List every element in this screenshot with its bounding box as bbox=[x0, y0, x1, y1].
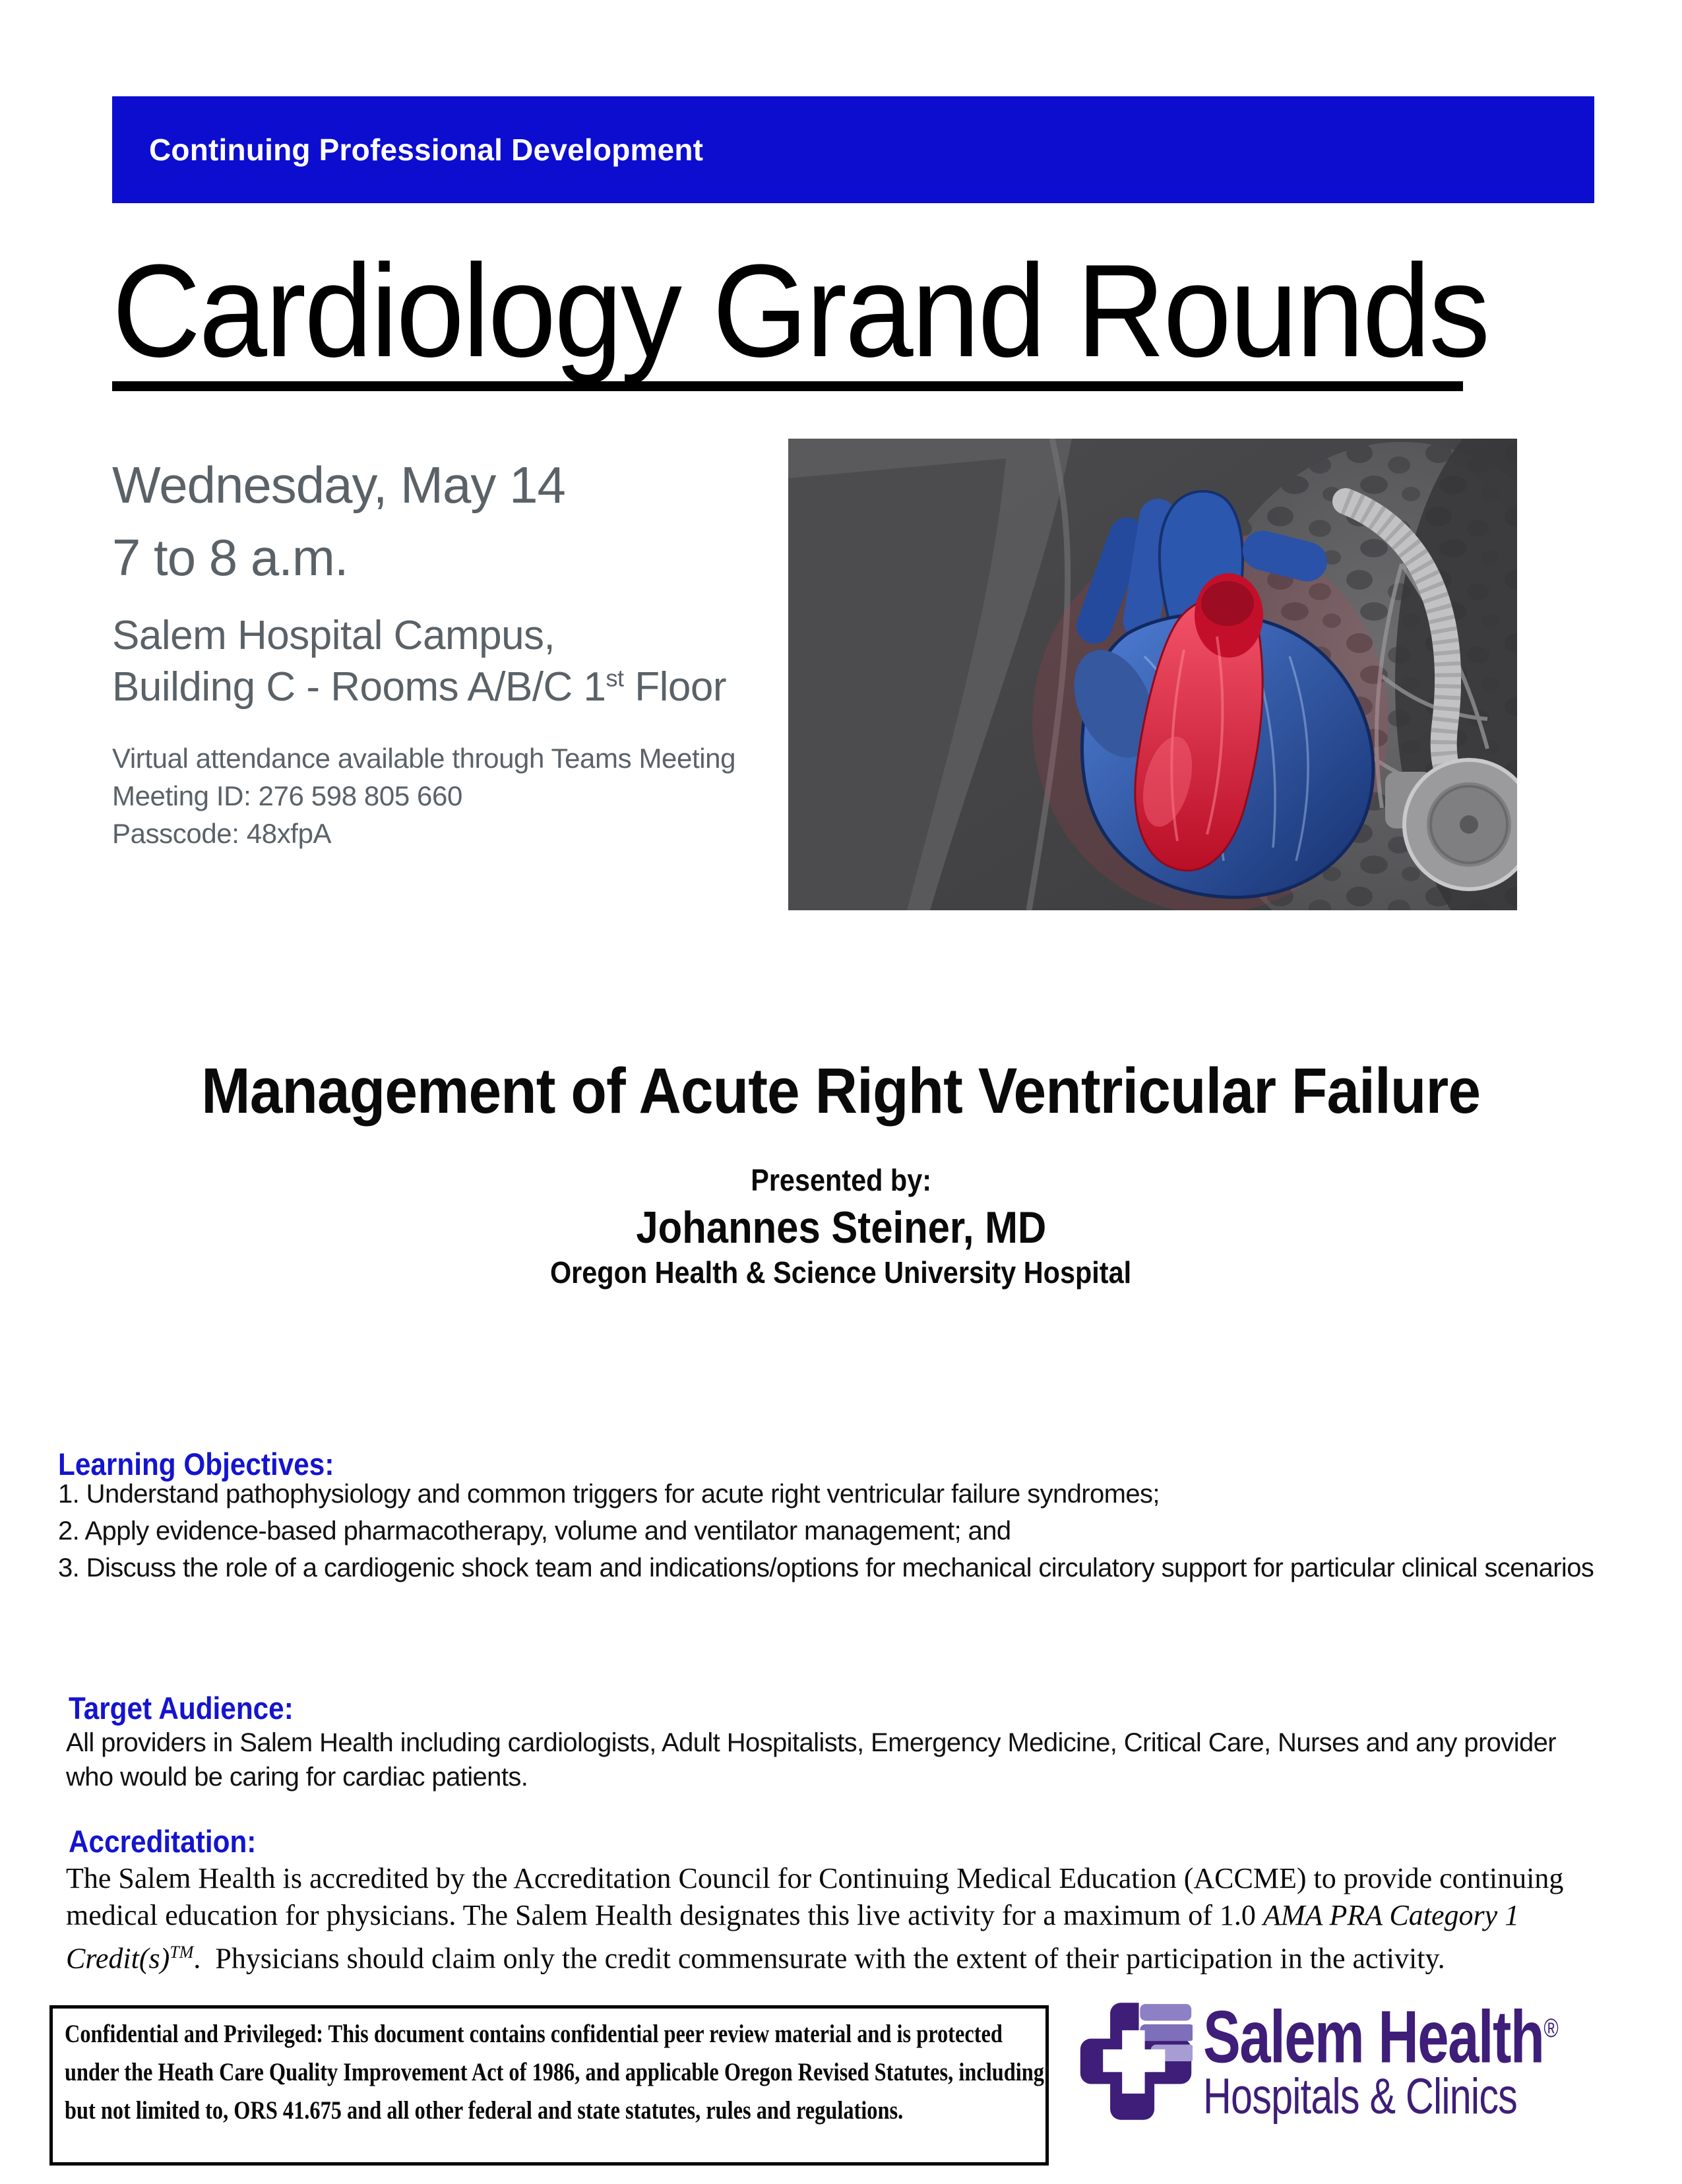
target-audience-heading bbox=[69, 1690, 319, 1726]
trademark-superscript: TM bbox=[170, 1943, 194, 1962]
learning-objective-item: 2. Apply evidence-based pharmacotherapy, volume and ventilator management; and bbox=[58, 1516, 1011, 1545]
location-line2-prefix: Building C - Rooms A/B/C 1 bbox=[112, 664, 606, 710]
heart-illustration-image bbox=[788, 439, 1517, 910]
talk-title-text: Management of Acute Right Ventricular Failure bbox=[201, 1055, 1481, 1127]
learning-objective-item: 3. Discuss the role of a cardiogenic shock team and indications/options for mechanical circulatory support for particular clinical scenarios bbox=[58, 1553, 1594, 1582]
event-time: 7 to 8 a.m. bbox=[112, 528, 348, 586]
presented-by-label bbox=[0, 1162, 1682, 1198]
passcode-line: Passcode: 48xfpA bbox=[112, 818, 332, 849]
confidential-notice-text: Confidential and Privileged: This document contains confidential peer review material and is protected under the Heath Care Quality Improvement Act of 1986, and applicable Oregon Revised Statutes, including but not limited to, ORS 41.675 and all other federal and state statutes, rules and regulations. bbox=[65, 2020, 1044, 2125]
learning-objectives-heading bbox=[58, 1446, 365, 1482]
accreditation-body-part2: . Physicians should claim only the credit commensurate with the extent of their participation in the activity. bbox=[193, 1942, 1445, 1975]
salem-health-wordmark bbox=[1203, 1989, 1559, 2076]
page-title-text: Cardiology Grand Rounds bbox=[112, 237, 1489, 385]
salem-health-tagline: Hospitals & Clinics bbox=[1203, 2069, 1518, 2125]
registered-mark: ® bbox=[1543, 2014, 1559, 2043]
accreditation-body bbox=[66, 1860, 1583, 1978]
presenter-affiliation bbox=[0, 1255, 1682, 1290]
target-audience-heading-text: Target Audience: bbox=[69, 1691, 294, 1726]
event-location-line2 bbox=[112, 664, 726, 710]
meeting-id-line: Meeting ID: 276 598 805 660 bbox=[112, 780, 462, 811]
salem-health-logo bbox=[1079, 1989, 1646, 2135]
confidential-notice-box bbox=[49, 2005, 1049, 2166]
top-banner bbox=[112, 96, 1594, 203]
event-date: Wednesday, May 14 bbox=[112, 456, 565, 514]
learning-objectives-list bbox=[58, 1480, 1594, 1591]
learning-objectives-heading-text: Learning Objectives: bbox=[58, 1447, 334, 1482]
presenter-name bbox=[0, 1202, 1682, 1253]
learning-objective-item: 1. Understand pathophysiology and common triggers for acute right ventricular failure syndromes; bbox=[58, 1480, 1160, 1509]
virtual-attendance-line: Virtual attendance available through Teams Meeting bbox=[112, 743, 736, 774]
location-line2-suffix: Floor bbox=[623, 664, 727, 710]
location-line2-ordinal: st bbox=[606, 664, 624, 692]
target-audience-body: All providers in Salem Health including cardiologists, Adult Hospitalists, Emergency Medicine, Critical Care, Nurses and any provider who would be caring for cardiac patients. bbox=[66, 1728, 1557, 1792]
accreditation-heading bbox=[69, 1823, 277, 1859]
event-location-line1: Salem Hospital Campus, bbox=[112, 613, 555, 658]
talk-title bbox=[0, 1054, 1682, 1128]
page-title bbox=[112, 237, 1489, 391]
presenter-affiliation-text: Oregon Health & Science University Hospital bbox=[550, 1255, 1132, 1290]
salem-health-logo-icon bbox=[1079, 1997, 1193, 2125]
salem-health-name: Salem Health bbox=[1203, 1995, 1544, 2078]
heart-illustration-svg bbox=[788, 439, 1517, 910]
banner-label: Continuing Professional Development bbox=[149, 133, 704, 167]
presented-by-text: Presented by: bbox=[751, 1163, 931, 1197]
accreditation-heading-text: Accreditation: bbox=[69, 1824, 257, 1859]
accreditation-body-part1: The Salem Health is accredited by the Accreditation Council for Continuing Medical Education (ACCME) to provide continuing medical education for physicians. The Salem Health designates this live activity for a maximum of 1.0 bbox=[66, 1862, 1564, 1931]
accreditation-credit-designation: AMA PRA Category 1 Credit(s) bbox=[66, 1899, 1520, 1975]
presenter-name-text: Johannes Steiner, MD bbox=[636, 1202, 1046, 1253]
